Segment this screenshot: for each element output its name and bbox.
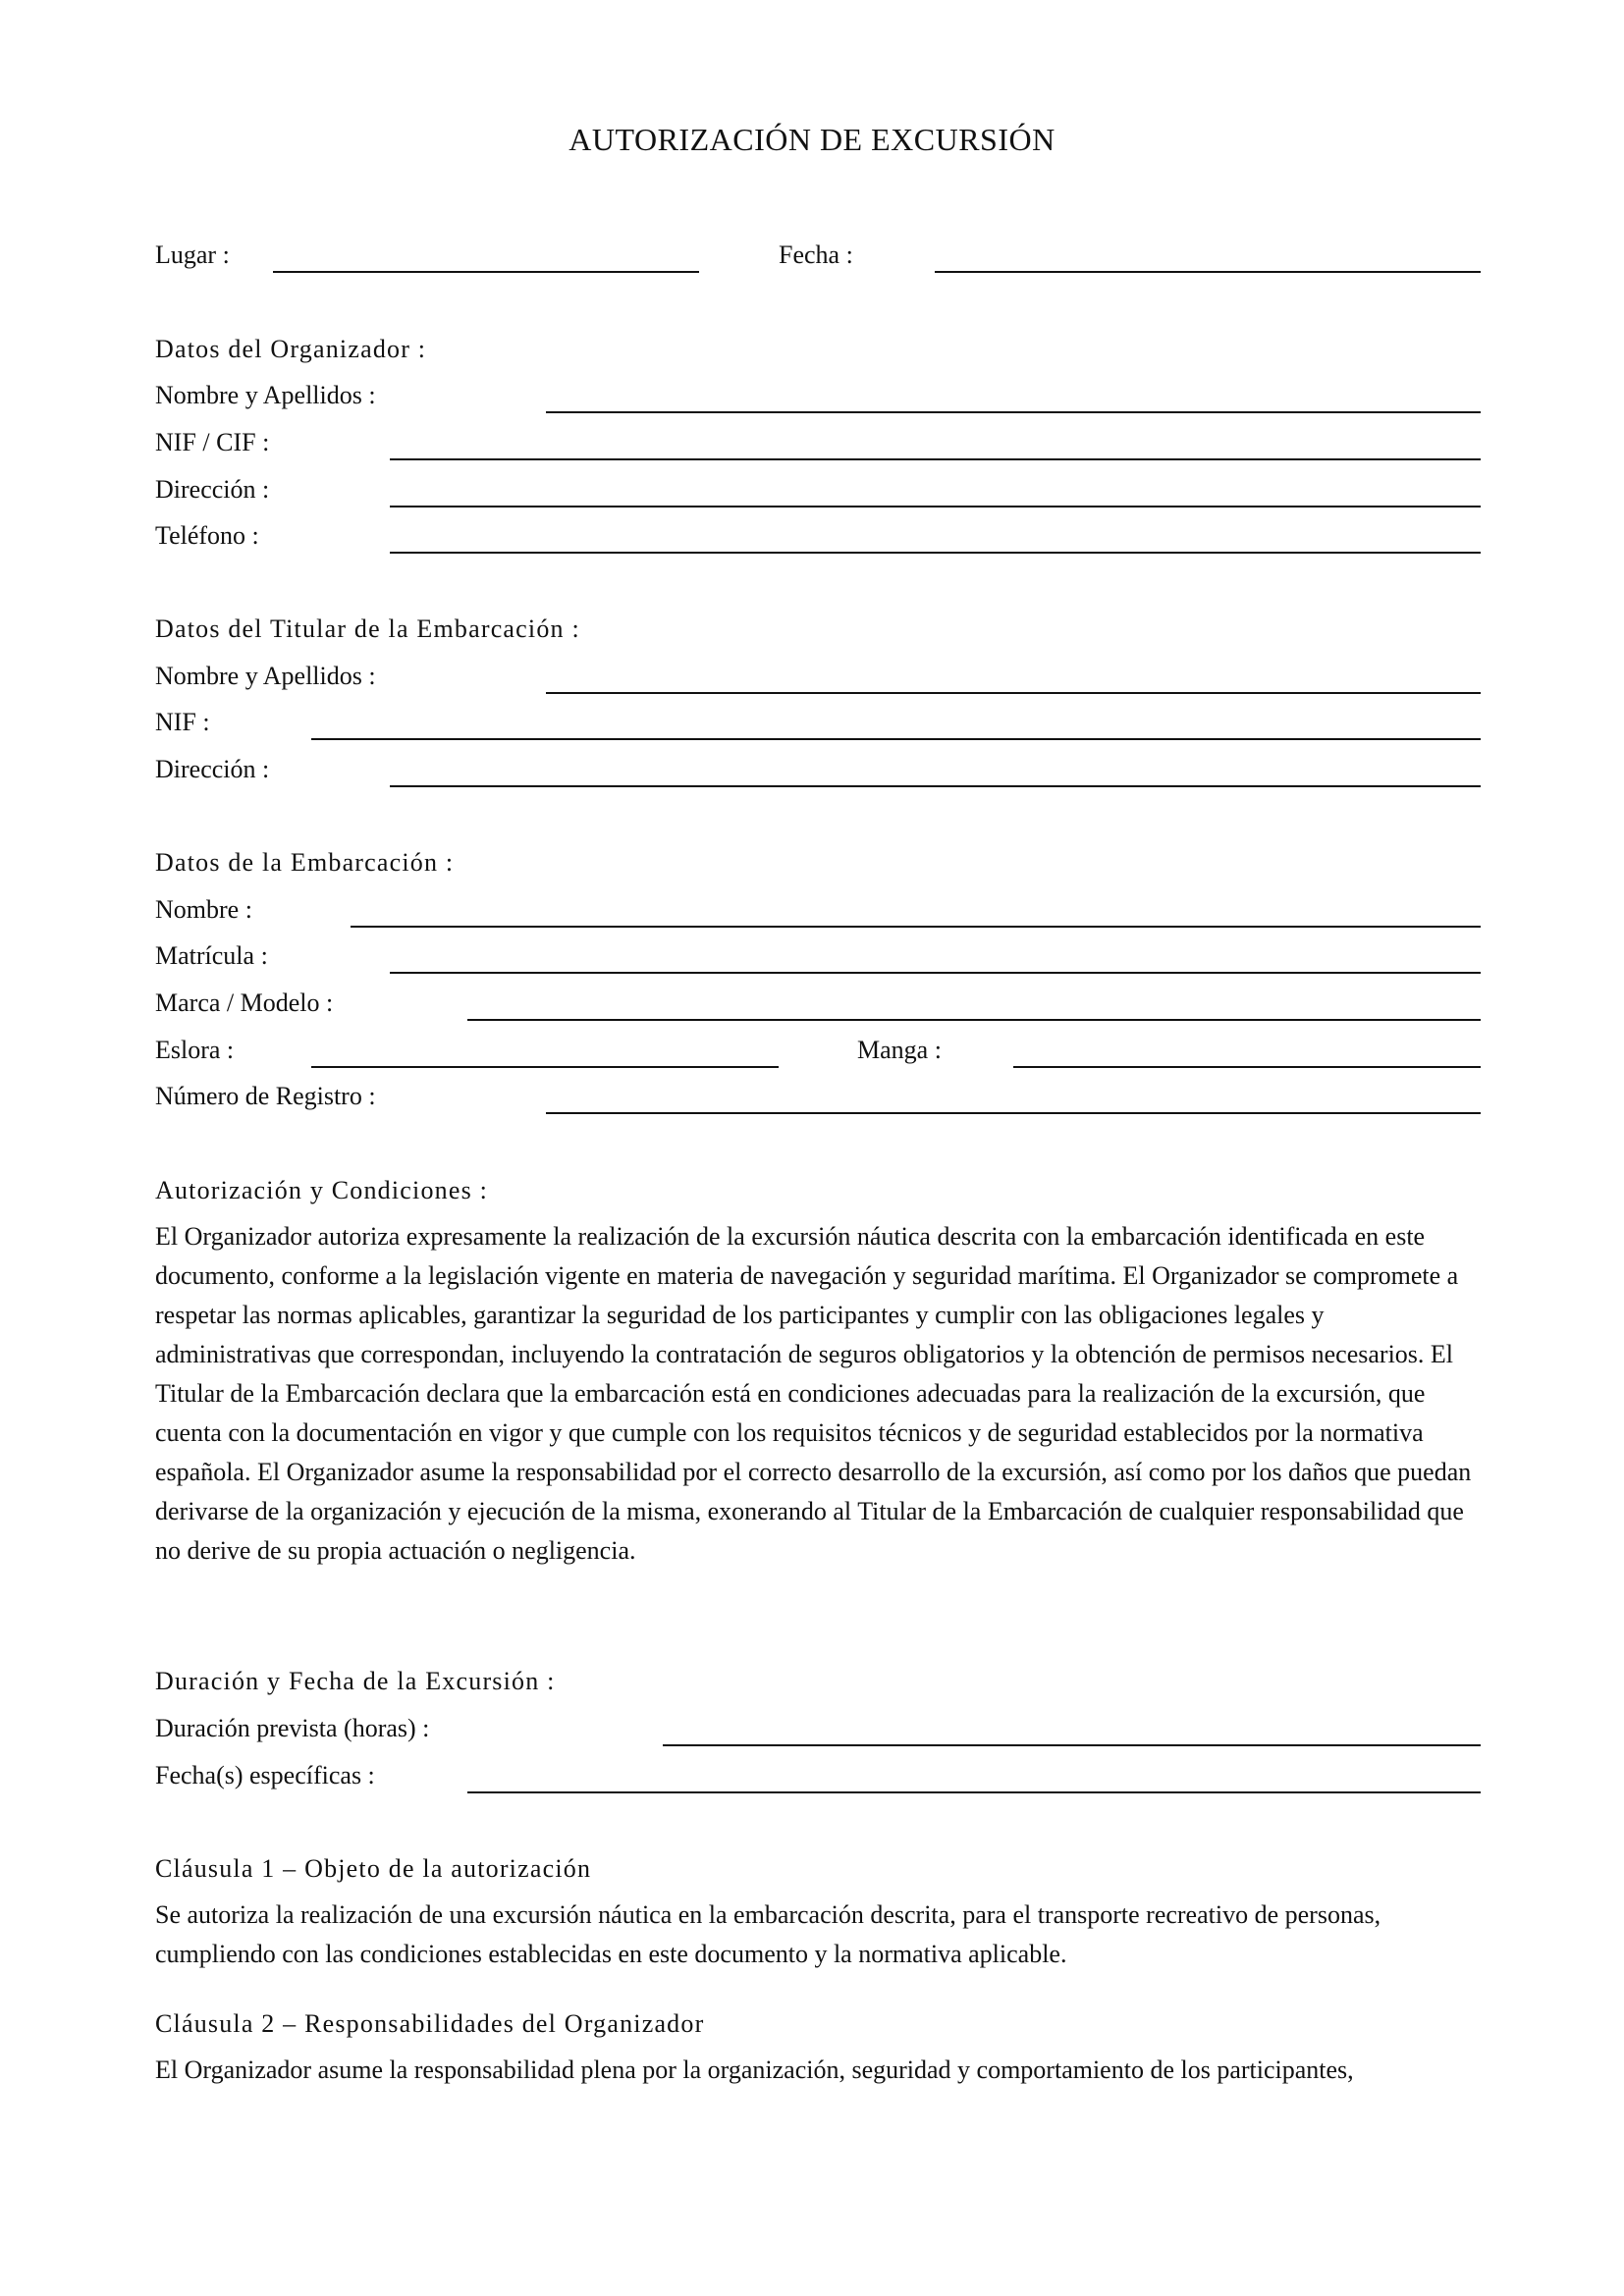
clausula1-text: Se autoriza la realización de una excursión náutica en la embarcación descrita, para el transporte recreativo de personas, cumpliendo con las condiciones establecidas en este documento y la normativa aplicable.	[155, 1900, 1381, 1968]
matricula-field[interactable]	[390, 972, 1481, 974]
organizador-telefono-field[interactable]	[390, 552, 1481, 554]
organizador-nif-field[interactable]	[390, 458, 1481, 460]
organizador-nombre-field[interactable]	[546, 411, 1481, 413]
organizador-direccion-label: Dirección :	[155, 475, 270, 504]
embarcacion-heading: Datos de la Embarcación :	[155, 848, 455, 877]
fecha-label: Fecha :	[779, 240, 853, 269]
lugar-label: Lugar :	[155, 240, 230, 269]
matricula-label: Matrícula :	[155, 941, 268, 970]
clausula2-heading: Cláusula 2 – Responsabilidades del Organizador	[155, 2009, 705, 2038]
embarcacion-nombre-label: Nombre :	[155, 895, 252, 924]
organizador-nombre-label: Nombre y Apellidos :	[155, 381, 376, 409]
embarcacion-nombre-field[interactable]	[351, 926, 1481, 928]
manga-field[interactable]	[1013, 1066, 1481, 1068]
manga-label: Manga :	[857, 1036, 942, 1064]
marca-modelo-field[interactable]	[467, 1019, 1481, 1021]
duracion-horas-field[interactable]	[663, 1744, 1481, 1746]
marca-modelo-label: Marca / Modelo :	[155, 988, 334, 1017]
fechas-especificas-label: Fecha(s) específicas :	[155, 1761, 375, 1789]
eslora-field[interactable]	[311, 1066, 779, 1068]
titular-heading: Datos del Titular de la Embarcación :	[155, 614, 580, 643]
titular-direccion-label: Dirección :	[155, 755, 270, 783]
document-title: AUTORIZACIÓN DE EXCURSIÓN	[568, 122, 1056, 157]
lugar-field[interactable]	[273, 271, 699, 273]
titular-nif-label: NIF :	[155, 708, 210, 736]
duracion-heading: Duración y Fecha de la Excursión :	[155, 1667, 556, 1695]
fechas-especificas-field[interactable]	[467, 1791, 1481, 1793]
autorizacion-heading: Autorización y Condiciones :	[155, 1176, 489, 1204]
clausula2-text: El Organizador asume la responsabilidad plena por la organización, seguridad y comportamiento de los participantes,	[155, 2056, 1354, 2084]
duracion-horas-label: Duración prevista (horas) :	[155, 1714, 430, 1742]
organizador-nif-label: NIF / CIF :	[155, 428, 270, 456]
organizador-direccion-field[interactable]	[390, 506, 1481, 507]
titular-nombre-field[interactable]	[546, 692, 1481, 694]
fecha-field[interactable]	[935, 271, 1481, 273]
organizador-heading: Datos del Organizador :	[155, 335, 427, 363]
autorizacion-text: El Organizador autoriza expresamente la realización de la excursión náutica descrita con la embarcación identificada en este documento, conforme a la legislación vigente en materia de navegación y seguridad marítima. El Organizador se compromete a respetar las normas aplicables, garantizar la seguridad de los participantes y cumplir con las obligaciones legales y administrativas que correspondan, incluyendo la contratación de seguros obligatorios y la obtención de permisos necesarios. El Titular de la Embarcación declara que la embarcación está en condiciones adecuadas para la realización de la excursión, que cuenta con la documentación en vigor y que cumple con los requisitos técnicos y de seguridad establecidos por la normativa española. El Organizador asume la responsabilidad por el correcto desarrollo de la excursión, así como por los daños que puedan derivarse de la organización y ejecución de la misma, exonerando al Titular de la Embarcación de cualquier responsabilidad que no derive de su propia actuación o negligencia.	[155, 1222, 1472, 1565]
registro-label: Número de Registro :	[155, 1082, 376, 1110]
titular-direccion-field[interactable]	[390, 785, 1481, 787]
titular-nif-field[interactable]	[311, 738, 1481, 740]
eslora-label: Eslora :	[155, 1036, 235, 1064]
clausula1-heading: Cláusula 1 – Objeto de la autorización	[155, 1854, 592, 1883]
registro-field[interactable]	[546, 1112, 1481, 1114]
organizador-telefono-label: Teléfono :	[155, 521, 259, 550]
titular-nombre-label: Nombre y Apellidos :	[155, 662, 376, 690]
